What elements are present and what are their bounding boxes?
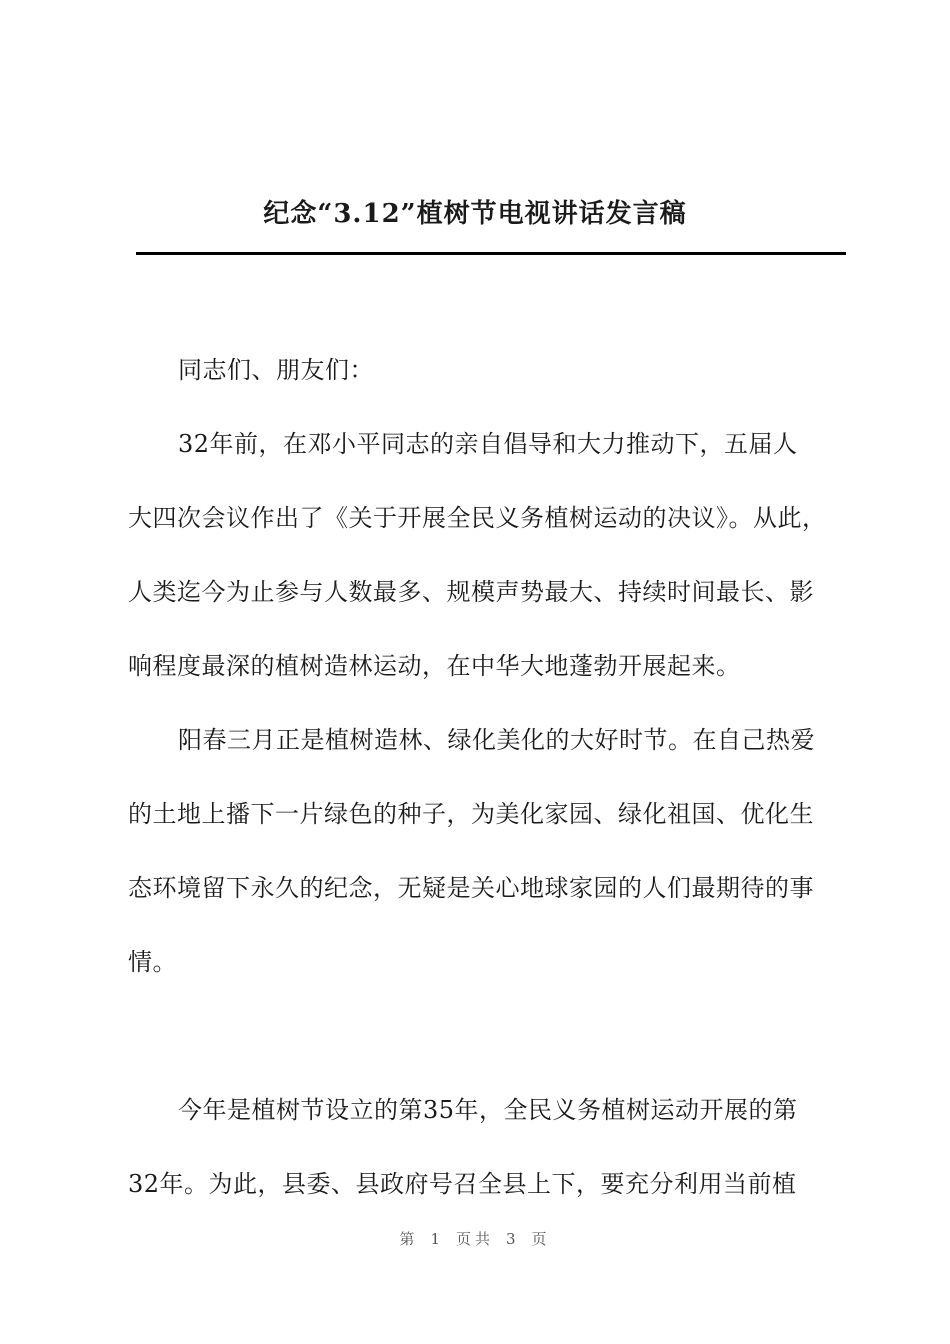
footer-label-page: 第 [399,1230,419,1248]
paragraph-line: 情。 [128,948,177,976]
greeting-line: 同志们、朋友们： [178,356,374,384]
title-underline [136,252,846,255]
paragraph-line: 大四次会议作出了《关于开展全民义务植树运动的决议》。从此， [128,504,827,532]
paragraph-2 [128,703,846,999]
footer-label-total: 页共 [455,1230,494,1248]
footer-label-end: 页 [531,1230,551,1248]
paragraph-1 [128,407,846,703]
document-title: 纪念“3.12”植树节电视讲话发言稿 [263,199,687,229]
paragraph-line: 阳春三月正是植树造林、绿化美化的大好时节。在自己热爱 [178,726,815,754]
greeting [128,333,846,407]
paragraph-line: 32年前，在邓小平同志的亲自倡导和大力推动下，五届人 [178,430,798,458]
paragraph-line: 32年。为此，县委、县政府号召全县上下，要充分利用当前植 [128,1170,797,1198]
current-page-number: 1 [430,1230,444,1248]
paragraph-line: 人类迄今为止参与人数最多、规模声势最大、持续时间最长、影 [128,578,814,606]
page-footer [0,1228,950,1249]
paragraph-line: 响程度最深的植树造林运动，在中华大地蓬勃开展起来。 [128,652,741,680]
paragraph-3 [128,1073,846,1221]
paragraph-line: 今年是植树节设立的第35年，全民义务植树运动开展的第 [178,1096,798,1124]
paragraph-line: 的土地上播下一片绿色的种子，为美化家园、绿化祖国、优化生 [128,800,814,828]
total-pages-number: 3 [506,1230,520,1248]
paragraph-line: 态环境留下永久的纪念，无疑是关心地球家园的人们最期待的事 [128,874,814,902]
